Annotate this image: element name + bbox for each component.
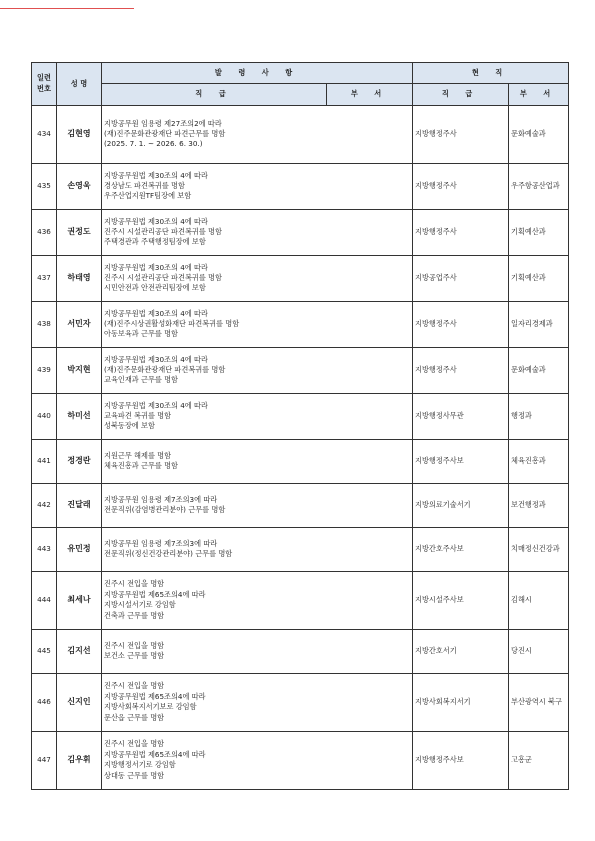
table-row	[32, 483, 569, 527]
header-current-rank: 직 급	[413, 84, 509, 105]
order-detail-cell	[102, 629, 413, 673]
serial-number-cell: 435	[32, 163, 57, 209]
serial-number-cell: 443	[32, 527, 57, 571]
order-detail-line: 진주시 시설관리공단 파견복귀를 명함	[104, 273, 222, 283]
order-detail-cell	[102, 105, 413, 163]
order-detail-line: 보건소 근무를 명함	[104, 651, 165, 661]
current-dept-cell: 고흥군	[509, 731, 569, 789]
order-detail-line: 전문직위(정신건강관리분야) 근무를 명함	[104, 549, 233, 559]
name-cell: 정경란	[57, 439, 102, 483]
current-rank-cell: 지방공업주사	[413, 255, 509, 301]
order-detail-cell	[102, 255, 413, 301]
order-detail-line: 지방공무원법 제30조의 4에 따라	[104, 216, 208, 226]
order-detail-line: 상대동 근무를 명함	[104, 770, 165, 780]
current-dept-cell: 김해시	[509, 571, 569, 629]
serial-number-cell: 441	[32, 439, 57, 483]
order-detail-line: 진주시 시설관리공단 파견복귀를 명함	[104, 227, 222, 237]
order-detail-line: 지방사회복지서기보로 강임함	[104, 702, 197, 712]
order-detail-line: 시민안전과 안전관리팀장에 보함	[104, 283, 206, 293]
serial-number-cell: 439	[32, 347, 57, 393]
order-detail-cell	[102, 483, 413, 527]
table-row	[32, 105, 569, 163]
name-cell: 김지선	[57, 629, 102, 673]
name-cell: 신지인	[57, 673, 102, 731]
serial-number-cell: 442	[32, 483, 57, 527]
table-row	[32, 163, 569, 209]
table-row	[32, 731, 569, 789]
name-cell: 김우휘	[57, 731, 102, 789]
order-detail-line: 지방공무원 임용령 제7조의3에 따라	[104, 494, 218, 504]
current-dept-cell: 우주항공산업과	[509, 163, 569, 209]
order-detail-line: (재)진주문화관광재단 파견근무를 명함	[104, 129, 226, 139]
order-detail-line: 전문직위(감염병관리분야) 근무를 명함	[104, 505, 226, 515]
table-row	[32, 571, 569, 629]
current-rank-cell: 지방사회복지서기	[413, 673, 509, 731]
table-row	[32, 255, 569, 301]
current-dept-cell: 부산광역시 북구	[509, 673, 569, 731]
order-detail-line: 우주산업지원TF팀장에 보함	[104, 191, 192, 201]
order-detail-line: 지방공무원법 제30조의 4에 따라	[104, 308, 208, 318]
order-detail-cell	[102, 301, 413, 347]
current-rank-cell: 지방행정주사	[413, 105, 509, 163]
header-serial-number: 일련 번호	[32, 63, 57, 106]
serial-number-cell: 438	[32, 301, 57, 347]
table-row	[32, 393, 569, 439]
current-rank-cell: 지방행정주사	[413, 347, 509, 393]
name-cell: 하미선	[57, 393, 102, 439]
table-row	[32, 209, 569, 255]
current-dept-cell: 보건행정과	[509, 483, 569, 527]
order-detail-cell	[102, 347, 413, 393]
header-dept: 부 서	[327, 84, 413, 105]
current-dept-cell: 문화예술과	[509, 347, 569, 393]
order-detail-cell	[102, 673, 413, 731]
order-detail-line: 체육진흥과 근무를 명함	[104, 461, 179, 471]
order-detail-line: 아동보육과 근무를 명함	[104, 329, 179, 339]
order-detail-line: 지방시설서기로 강임함	[104, 600, 176, 610]
serial-number-cell: 434	[32, 105, 57, 163]
order-detail-line: 문산읍 근무를 명함	[104, 712, 165, 722]
table-row	[32, 629, 569, 673]
table-row	[32, 347, 569, 393]
order-detail-line: (2025. 7. 1. ~ 2026. 6. 30.)	[104, 139, 203, 149]
header-rank: 직 급	[102, 84, 327, 105]
order-detail-line: 진주시 전입을 명함	[104, 640, 165, 650]
current-dept-cell: 체육진흥과	[509, 439, 569, 483]
serial-number-cell: 444	[32, 571, 57, 629]
current-dept-cell: 치매정신건강과	[509, 527, 569, 571]
order-detail-cell	[102, 393, 413, 439]
header-order: 발 령 사 항	[102, 63, 413, 84]
current-dept-cell: 문화예술과	[509, 105, 569, 163]
current-dept-cell: 일자리경제과	[509, 301, 569, 347]
order-detail-cell	[102, 209, 413, 255]
order-detail-line: 지방공무원법 제30조의 4에 따라	[104, 354, 208, 364]
order-detail-line: 지방공무원법 제65조의4에 따라	[104, 589, 206, 599]
order-detail-line: 지방공무원법 제65조의4에 따라	[104, 691, 206, 701]
order-detail-line: 지방공무원 임용령 제27조의2에 따라	[104, 118, 222, 128]
serial-number-cell: 436	[32, 209, 57, 255]
order-detail-line: 지방공무원법 제65조의4에 따라	[104, 749, 206, 759]
order-detail-line: 지방공무원법 제30조의 4에 따라	[104, 262, 208, 272]
table-row	[32, 301, 569, 347]
personnel-table	[31, 62, 569, 790]
name-cell: 손영욱	[57, 163, 102, 209]
header-current: 현 직	[413, 63, 569, 84]
current-rank-cell: 지방행정주사	[413, 163, 509, 209]
order-detail-line: 교육인재과 근무를 명함	[104, 375, 179, 385]
current-dept-cell: 당진시	[509, 629, 569, 673]
order-detail-line: 경상남도 파견복귀를 명함	[104, 181, 185, 191]
table-row	[32, 673, 569, 731]
table-body	[32, 105, 569, 789]
table-row	[32, 439, 569, 483]
header-name: 성 명	[57, 63, 102, 106]
order-detail-cell	[102, 527, 413, 571]
header-rule	[0, 8, 134, 9]
serial-number-cell: 437	[32, 255, 57, 301]
serial-number-cell: 445	[32, 629, 57, 673]
order-detail-line: (재)진주시상권활성화재단 파견복귀를 명함	[104, 319, 240, 329]
order-detail-line: 진주시 전입을 명함	[104, 681, 165, 691]
name-cell: 유민정	[57, 527, 102, 571]
serial-number-cell: 440	[32, 393, 57, 439]
table-row	[32, 527, 569, 571]
current-dept-cell: 기획예산과	[509, 255, 569, 301]
current-rank-cell: 지방의료기술서기	[413, 483, 509, 527]
current-dept-cell: 기획예산과	[509, 209, 569, 255]
order-detail-line: 지방공무원법 제30조의 4에 따라	[104, 170, 208, 180]
order-detail-line: 건축과 근무를 명함	[104, 610, 165, 620]
current-dept-cell: 행정과	[509, 393, 569, 439]
order-detail-cell	[102, 571, 413, 629]
name-cell: 서민자	[57, 301, 102, 347]
serial-number-cell: 447	[32, 731, 57, 789]
serial-number-cell: 446	[32, 673, 57, 731]
current-rank-cell: 지방간호서기	[413, 629, 509, 673]
current-rank-cell: 지방행정사무관	[413, 393, 509, 439]
order-detail-line: 지방행정서기로 강임함	[104, 760, 176, 770]
order-detail-line: (재)진주문화관광재단 파견복귀를 명함	[104, 365, 226, 375]
name-cell: 박지현	[57, 347, 102, 393]
name-cell: 김현영	[57, 105, 102, 163]
current-rank-cell: 지방행정주사	[413, 301, 509, 347]
header-current-dept: 부 서	[509, 84, 569, 105]
order-detail-line: 성북동장에 보함	[104, 421, 155, 431]
order-detail-cell	[102, 439, 413, 483]
current-rank-cell: 지방시설주사보	[413, 571, 509, 629]
current-rank-cell: 지방행정주사	[413, 209, 509, 255]
order-detail-cell	[102, 731, 413, 789]
order-detail-line: 지방공무원법 제30조의 4에 따라	[104, 400, 208, 410]
order-detail-line: 진주시 전입을 명함	[104, 579, 165, 589]
current-rank-cell: 지방행정주사보	[413, 731, 509, 789]
order-detail-line: 진주시 전입을 명함	[104, 739, 165, 749]
name-cell: 하태영	[57, 255, 102, 301]
order-detail-cell	[102, 163, 413, 209]
current-rank-cell: 지방행정주사보	[413, 439, 509, 483]
name-cell: 진달래	[57, 483, 102, 527]
order-detail-line: 지원근무 해제를 명함	[104, 450, 172, 460]
current-rank-cell: 지방간호주사보	[413, 527, 509, 571]
order-detail-line: 주택경관과 주택행정팀장에 보함	[104, 237, 206, 247]
order-detail-line: 교육파견 복귀를 명함	[104, 411, 172, 421]
order-detail-line: 지방공무원 임용령 제7조의3에 따라	[104, 538, 218, 548]
name-cell: 권정도	[57, 209, 102, 255]
name-cell: 최세나	[57, 571, 102, 629]
